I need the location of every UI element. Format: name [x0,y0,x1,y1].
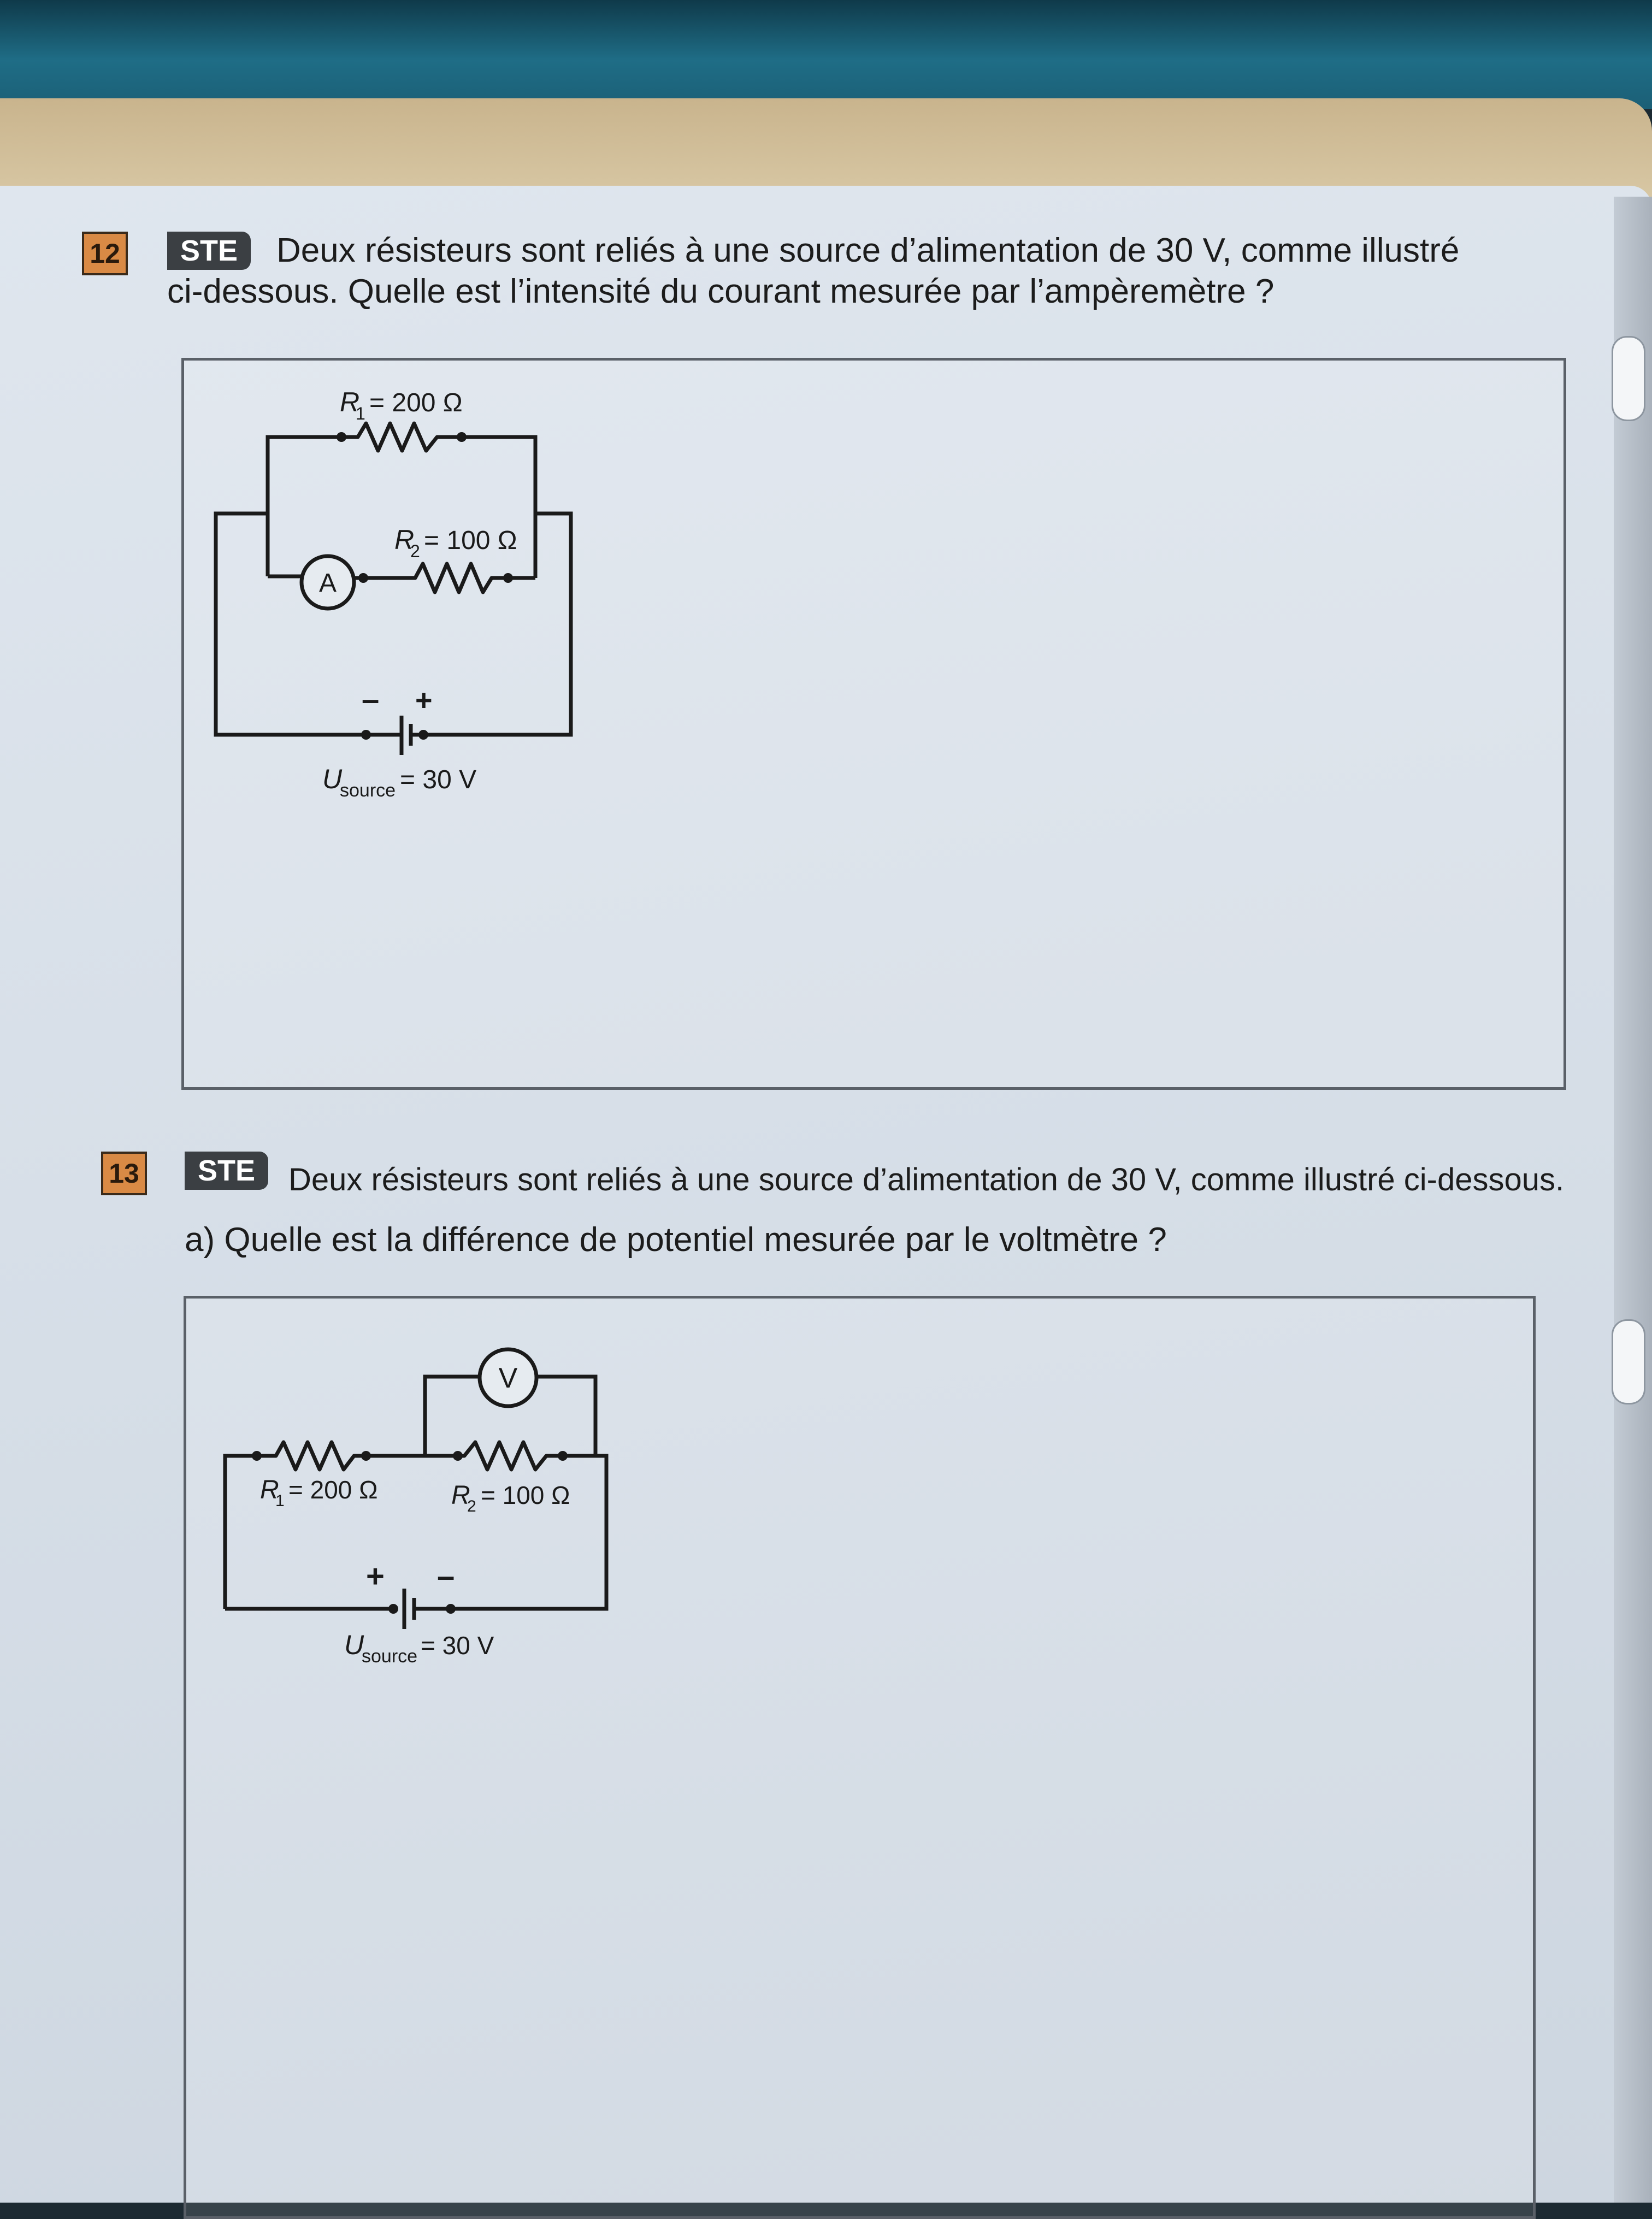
terminal-dot [388,1604,398,1614]
terminal-dot [446,1604,456,1614]
ammeter-label: A [318,569,337,598]
wire [536,1377,595,1456]
source-symbol: U [344,1630,364,1660]
r2-symbol: R [451,1481,470,1510]
ste-badge: STE [185,1152,268,1190]
question-number: 12 [82,232,128,275]
battery-plus-sign: + [366,1559,385,1594]
question-text-line: Deux résisteurs sont reliés à une source d’alimentation de 30 V, comme illustré ci-dessous. [288,1162,1565,1197]
source-subscript: source [362,1646,418,1667]
battery-minus-sign: – [437,1559,455,1594]
r1-symbol: R [340,387,360,417]
r2-subscript: 2 [410,541,420,561]
resistor-r2 [425,1442,563,1470]
source-value: = 30 V [400,765,477,794]
question-number: 13 [101,1152,147,1195]
r1-subscript: 1 [356,404,365,423]
r1-value: = 200 Ω [369,388,463,417]
question-part-a: a) Quelle est la différence de potentiel mesurée par le voltmètre ? [185,1221,1167,1259]
question-text-line: ci-dessous. Quelle est l’intensité du courant mesurée par l’ampèremètre ? [167,273,1275,310]
battery-minus-sign: – [362,682,380,717]
resistor-r1 [257,1442,366,1470]
question-text-line: Deux résisteurs sont reliés à une source d’alimentation de 30 V, comme illustré [276,232,1460,269]
ste-badge: STE [167,232,251,270]
wire [451,1456,606,1609]
battery-plus-sign: + [415,684,433,717]
source-value: = 30 V [421,1631,494,1660]
voltmeter-label: V [498,1362,518,1394]
r1-value: = 200 Ω [288,1476,378,1504]
r1-symbol: R [260,1476,279,1504]
source-subscript: source [340,780,396,801]
r2-symbol: R [394,524,415,555]
r2-subscript: 2 [467,1497,476,1515]
r2-value: = 100 Ω [481,1481,570,1509]
r1-subscript: 1 [275,1492,285,1510]
source-symbol: U [322,764,343,794]
wire [225,1456,257,1609]
r2-value: = 100 Ω [424,526,517,555]
